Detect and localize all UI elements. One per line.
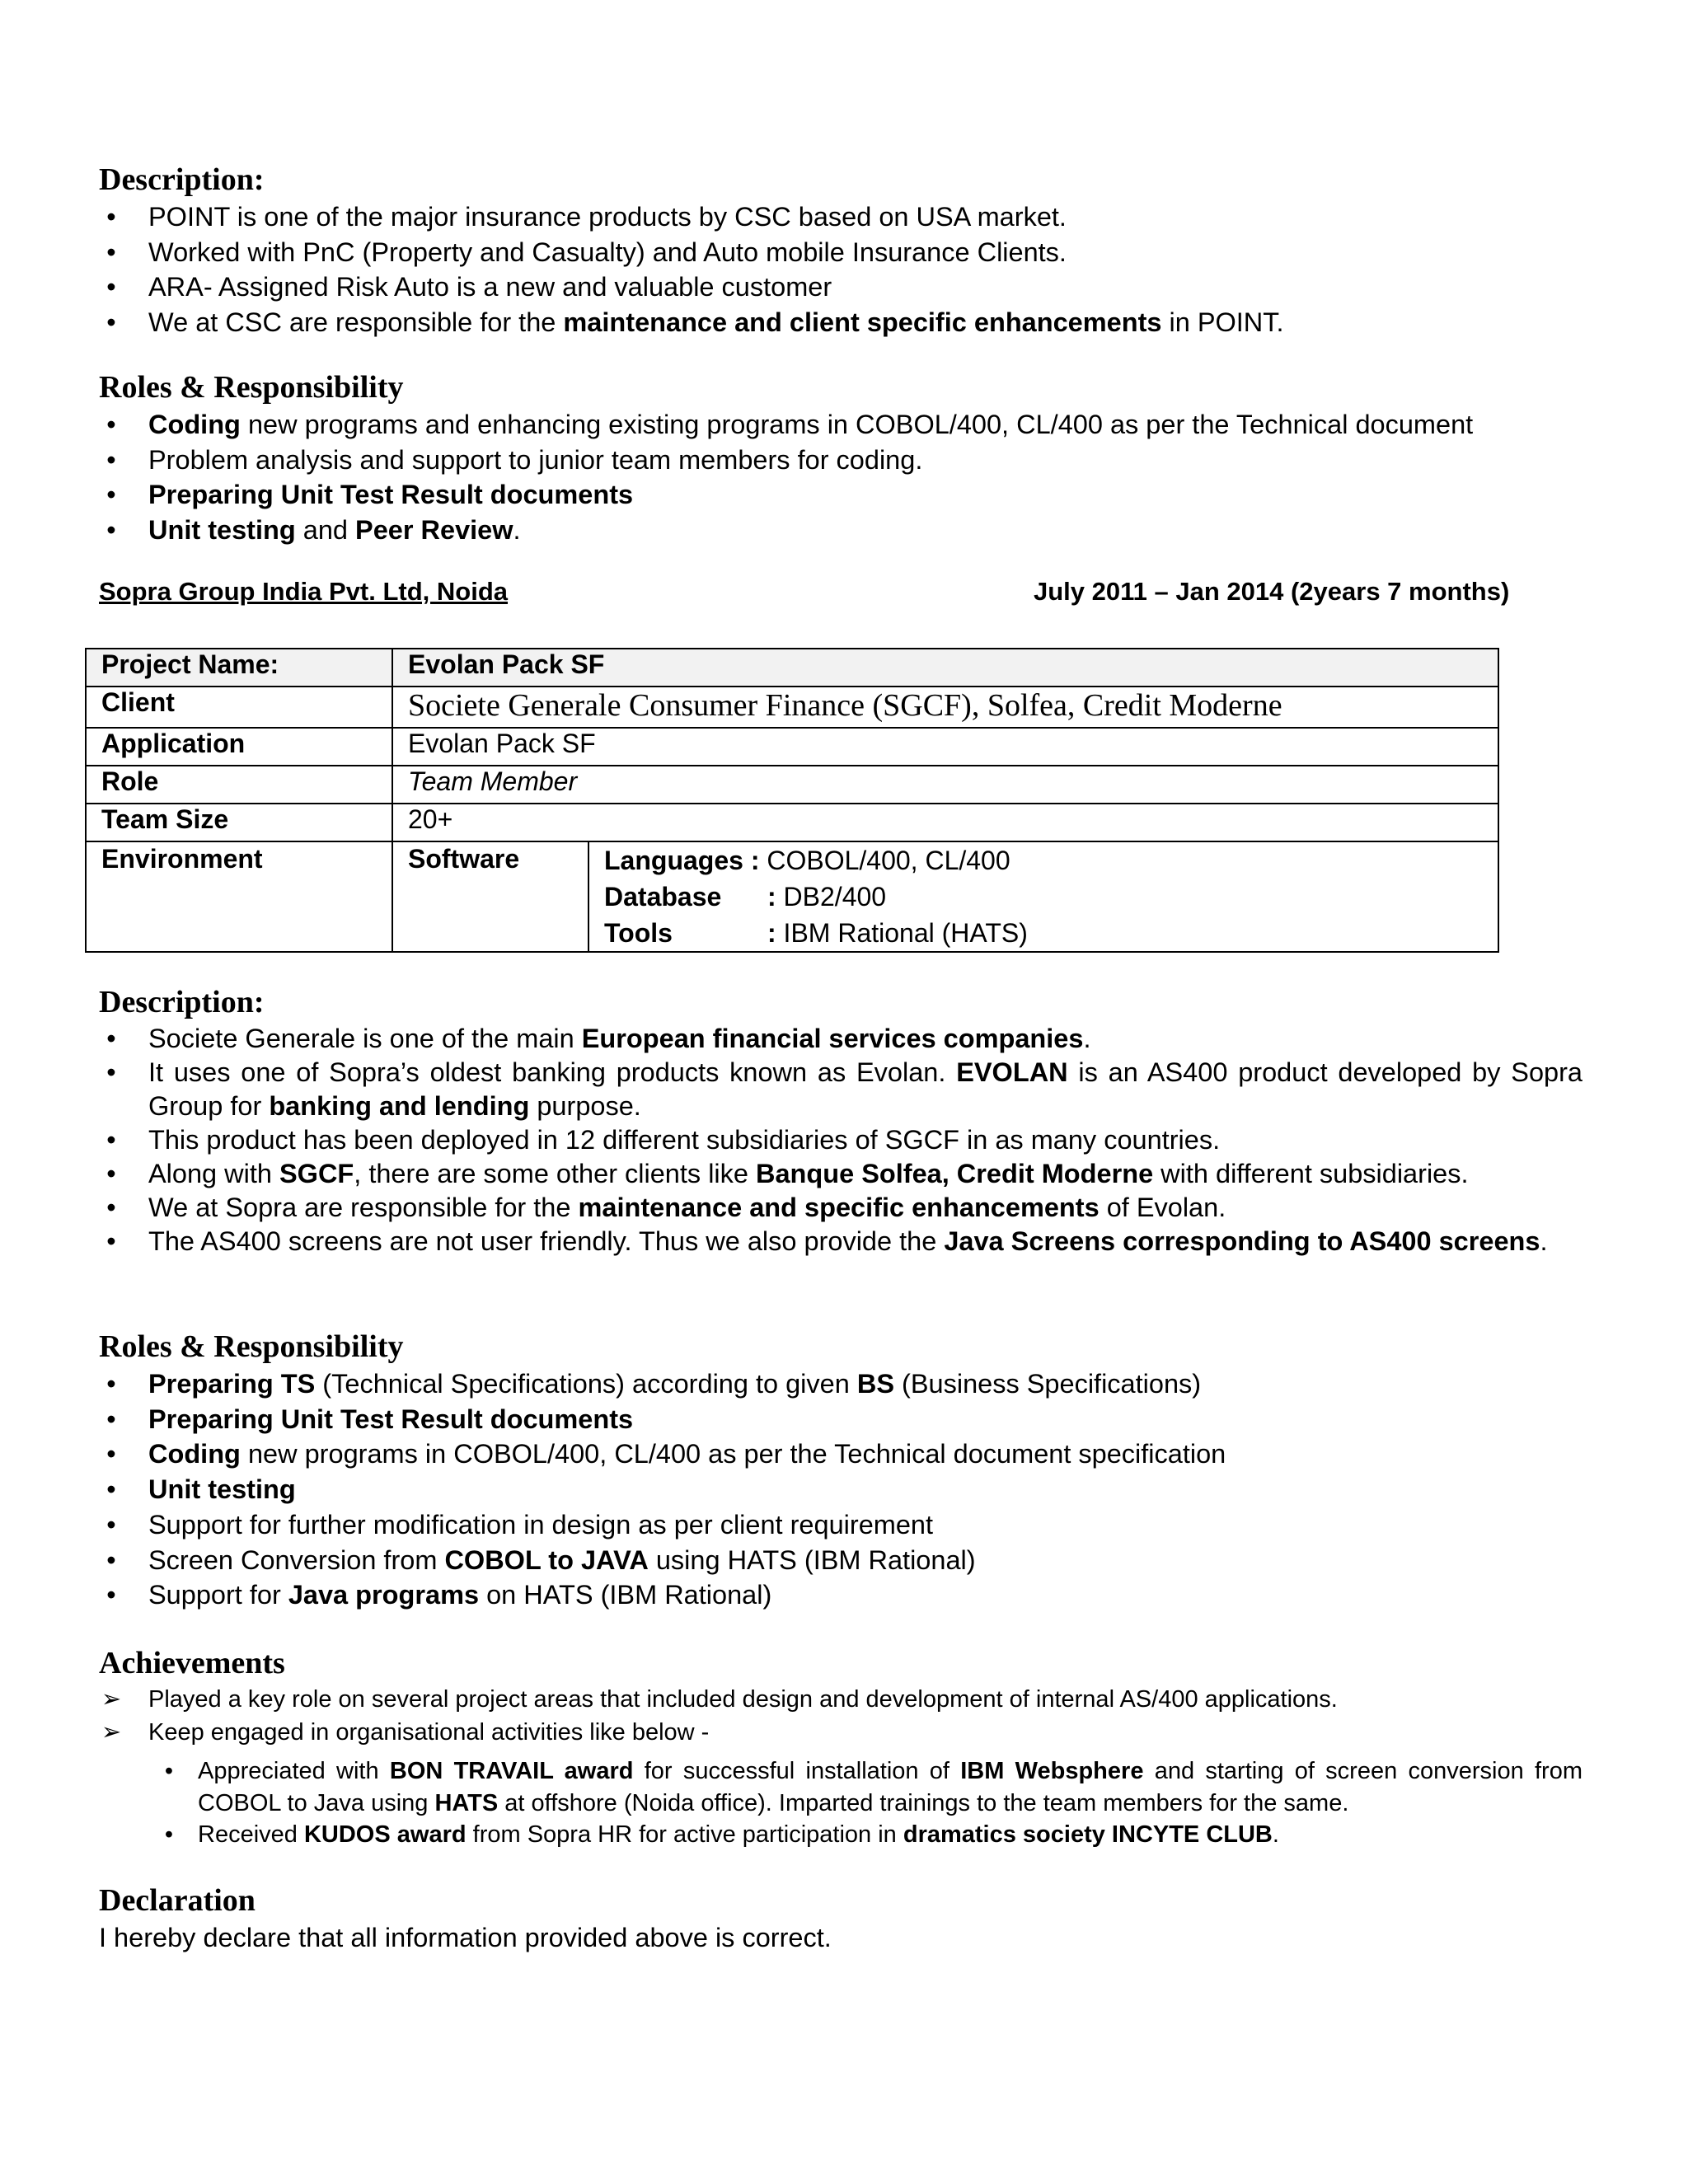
list-item-text: [148, 1157, 1582, 1191]
text-segment: Societe Generale is one of the main: [148, 1024, 582, 1053]
list-item: [99, 1123, 1582, 1157]
table-row: [86, 687, 1498, 728]
list-item-text: [148, 1507, 1582, 1543]
bold-text: Coding: [148, 1439, 241, 1469]
bold-text: Banque Solfea, Credit Moderne: [756, 1159, 1154, 1188]
bold-text: Preparing Unit Test Result documents: [148, 480, 634, 510]
list-item: [99, 1022, 1582, 1056]
tools-line: [604, 915, 1483, 951]
bold-text: maintenance and client specific enhancements: [563, 307, 1162, 338]
bold-text: KUDOS award: [303, 1821, 467, 1848]
text-segment: .: [1540, 1226, 1548, 1256]
list-item: [99, 1472, 1582, 1507]
table-row: [86, 841, 1498, 952]
list-item: [99, 1683, 1582, 1716]
list-item: [99, 1543, 1582, 1578]
text-segment: and: [295, 515, 356, 546]
bold-text: BON TRAVAIL award: [389, 1758, 634, 1784]
text-segment: in POINT.: [1161, 307, 1284, 338]
list-item-text: [148, 1436, 1582, 1472]
list-item-text: [148, 1123, 1582, 1157]
list-item: [99, 1157, 1582, 1191]
bullet-icon: •: [106, 515, 116, 546]
text-segment: , there are some other clients like: [354, 1159, 756, 1188]
bold-text: Java Screens corresponding to AS400 screens: [944, 1226, 1540, 1256]
list-item: [99, 1056, 1582, 1123]
description-list-2: [99, 1022, 1582, 1258]
project-name-value: Evolan Pack SF: [392, 649, 1498, 687]
text-segment: Received: [198, 1821, 304, 1848]
declaration-text: I hereby declare that all information provided above is correct.: [99, 1923, 832, 1952]
bullet-icon: •: [106, 1057, 116, 1087]
bold-text: BS: [856, 1369, 894, 1399]
arrow-bullet-icon: ➢: [101, 1719, 122, 1746]
achievements-list: [99, 1683, 1582, 1749]
bold-text: Preparing Unit Test Result documents: [148, 1404, 634, 1434]
bold-text: maintenance and specific enhancements: [578, 1193, 1100, 1222]
description-list-1: [99, 199, 1582, 340]
text-segment: This product has been deployed in 12 different subsidiaries of SGCF in as many countries.: [148, 1125, 1221, 1155]
text-segment: The AS400 screens are not user friendly. Thus we also provide the: [148, 1226, 945, 1256]
languages-key: Languages: [604, 846, 743, 875]
bullet-icon: •: [106, 410, 116, 439]
bullet-icon: •: [106, 444, 116, 475]
tools-key: Tools: [604, 918, 673, 948]
bold-text: Java programs: [288, 1580, 480, 1610]
list-item: [99, 1577, 1582, 1613]
text-segment: new programs in COBOL/400, CL/400 as per the Technical document specification: [240, 1439, 1226, 1469]
text-segment: Played a key role on several project areas that included design and development of internal AS/400 applications.: [148, 1686, 1338, 1713]
bullet-icon: •: [106, 1159, 116, 1188]
list-item: [99, 1436, 1582, 1472]
text-segment: Screen Conversion from: [148, 1544, 445, 1575]
text-segment: .: [513, 515, 521, 546]
table-row: [86, 804, 1498, 841]
bold-text: dramatics society INCYTE CLUB: [903, 1821, 1273, 1848]
company-name: Sopra Group India Pvt. Ltd, Noida: [99, 577, 509, 606]
bullet-icon: •: [106, 1125, 116, 1155]
roles-list-2: [99, 1366, 1582, 1613]
list-item-text: [148, 1577, 1582, 1613]
list-item-text: [148, 1225, 1582, 1258]
text-segment: new programs and enhancing existing programs in COBOL/400, CL/400 as per the Technical document: [240, 410, 1474, 439]
list-item-text: [148, 1716, 1582, 1749]
bold-text: IBM Websphere: [960, 1758, 1144, 1784]
text-segment: Problem analysis and support to junior team members for coding.: [148, 444, 923, 475]
bullet-icon: •: [106, 1544, 116, 1575]
text-segment: (Business Specifications): [894, 1369, 1202, 1399]
bullet-icon: •: [106, 1474, 116, 1505]
text-segment: .: [1083, 1024, 1091, 1053]
bold-text: Peer Review: [355, 515, 513, 546]
list-item: [99, 443, 1582, 478]
languages-colon: :: [750, 846, 760, 875]
list-item-text: [148, 269, 1582, 305]
arrow-bullet-icon: ➢: [101, 1686, 122, 1713]
table-row: [86, 728, 1498, 766]
achievements-sub-list: [164, 1755, 1582, 1851]
project-name-label: Project Name:: [86, 649, 392, 687]
list-item-text: [148, 1402, 1582, 1437]
bullet-icon: •: [106, 480, 116, 510]
team-size-value: 20+: [392, 804, 1498, 841]
list-item-text: [148, 1191, 1582, 1225]
list-item-text: [148, 305, 1582, 340]
text-segment: (Technical Specifications) according to given: [315, 1369, 857, 1399]
text-segment: ARA- Assigned Risk Auto is a new and valuable customer: [148, 272, 832, 302]
role-value: Team Member: [392, 766, 1498, 804]
bullet-icon: •: [106, 1024, 116, 1053]
text-segment: Support for: [148, 1580, 288, 1610]
bullet-icon: •: [106, 1193, 116, 1222]
bullet-icon: •: [106, 1226, 116, 1256]
list-item: [99, 1191, 1582, 1225]
bullet-icon: •: [164, 1821, 174, 1848]
list-item: [99, 1507, 1582, 1543]
bullet-icon: •: [106, 272, 116, 302]
role-label: Role: [86, 766, 392, 804]
environment-details: [588, 841, 1498, 952]
list-item-text: [148, 443, 1582, 478]
text-segment: POINT is one of the major insurance products by CSC based on USA market.: [148, 202, 1067, 232]
list-item: [99, 305, 1582, 340]
bold-text: European financial services companies: [581, 1024, 1084, 1053]
list-item: [164, 1755, 1582, 1819]
roles-list-1: [99, 407, 1582, 548]
bold-text: Unit testing: [148, 1474, 296, 1505]
list-item-text: [148, 1366, 1582, 1402]
database-line: [604, 879, 1483, 915]
text-segment: from Sopra HR for active participation in: [466, 1821, 903, 1848]
text-segment: Along with: [148, 1159, 279, 1188]
client-value: Societe Generale Consumer Finance (SGCF), Solfea, Credit Moderne: [392, 687, 1498, 728]
bold-text: COBOL to JAVA: [444, 1544, 649, 1575]
bullet-icon: •: [106, 1369, 116, 1399]
database-value: DB2/400: [783, 882, 887, 912]
client-label: Client: [86, 687, 392, 728]
text-segment: We at CSC are responsible for the: [148, 307, 564, 338]
table-row: [86, 766, 1498, 804]
list-item: [99, 1366, 1582, 1402]
bullet-icon: •: [106, 202, 116, 232]
text-segment: We at Sopra are responsible for the: [148, 1193, 579, 1222]
bullet-icon: •: [106, 1404, 116, 1434]
text-segment: at offshore (Noida office). Imparted trainings to the team members for the same.: [498, 1789, 1349, 1816]
text-segment: of Evolan.: [1099, 1193, 1226, 1222]
text-segment: and starting of screen conversion from COBOL to Java using: [198, 1758, 1582, 1816]
application-label: Application: [86, 728, 392, 766]
roles-heading-2: Roles & Responsibility: [99, 1329, 404, 1364]
bullet-icon: •: [106, 307, 116, 338]
list-item-text: [148, 1472, 1582, 1507]
list-item: [99, 199, 1582, 235]
employment-dates: July 2011 – Jan 2014 (2years 7 months): [1034, 577, 1510, 606]
list-item-text: [148, 477, 1582, 513]
list-item-text: [198, 1755, 1582, 1819]
list-item: [99, 1716, 1582, 1749]
project-table: [85, 648, 1499, 953]
text-segment: Keep engaged in organisational activities like below -: [148, 1719, 710, 1746]
list-item-text: [148, 1056, 1582, 1123]
text-segment: Appreciated with: [198, 1758, 390, 1784]
list-item: [99, 1402, 1582, 1437]
list-item-text: [148, 1543, 1582, 1578]
text-segment: on HATS (IBM Rational): [479, 1580, 772, 1610]
table-row: [86, 649, 1498, 687]
environment-label: Environment: [86, 841, 392, 952]
database-colon: :: [767, 882, 776, 912]
list-item: [99, 1225, 1582, 1258]
bold-text: Unit testing: [148, 515, 296, 546]
software-label: Software: [392, 841, 588, 952]
list-item-text: [148, 1022, 1582, 1056]
text-segment: with different subsidiaries.: [1153, 1159, 1469, 1188]
list-item-text: [148, 235, 1582, 270]
text-segment: It uses one of Sopra’s oldest banking products known as Evolan.: [148, 1057, 957, 1087]
team-size-label: Team Size: [86, 804, 392, 841]
languages-value: COBOL/400, CL/400: [767, 846, 1010, 875]
list-item: [99, 477, 1582, 513]
text-segment: purpose.: [529, 1091, 641, 1121]
text-segment: is an AS400 product developed by Sopra Group for: [148, 1057, 1582, 1121]
bold-text: Coding: [148, 410, 241, 439]
list-item-text: [148, 407, 1582, 443]
text-segment: for successful installation of: [633, 1758, 961, 1784]
list-item: [164, 1819, 1582, 1851]
languages-line: [604, 842, 1483, 879]
tools-colon: :: [767, 918, 776, 948]
declaration-heading: Declaration: [99, 1883, 256, 1918]
bullet-icon: •: [106, 1439, 116, 1469]
text-segment: Worked with PnC (Property and Casualty) and Auto mobile Insurance Clients.: [148, 237, 1067, 267]
text-segment: using HATS (IBM Rational): [648, 1544, 976, 1575]
bullet-icon: •: [164, 1758, 174, 1784]
list-item: [99, 513, 1582, 548]
tools-value: IBM Rational (HATS): [783, 918, 1028, 948]
database-key: Database: [604, 882, 722, 912]
bold-text: banking and lending: [269, 1091, 530, 1121]
list-item: [99, 269, 1582, 305]
bold-text: Preparing TS: [148, 1369, 316, 1399]
bullet-icon: •: [106, 1509, 116, 1540]
text-segment: .: [1272, 1821, 1279, 1848]
achievements-heading: Achievements: [99, 1646, 285, 1680]
bullet-icon: •: [106, 237, 116, 267]
list-item-text: [148, 199, 1582, 235]
list-item: [99, 235, 1582, 270]
bold-text: HATS: [434, 1789, 499, 1816]
list-item-text: [198, 1819, 1582, 1851]
bullet-icon: •: [106, 1580, 116, 1610]
list-item-text: [148, 1683, 1582, 1716]
description-heading-1: Description:: [99, 162, 265, 197]
roles-heading-1: Roles & Responsibility: [99, 370, 404, 405]
list-item-text: [148, 513, 1582, 548]
text-segment: Support for further modification in design as per client requirement: [148, 1509, 934, 1540]
bold-text: EVOLAN: [956, 1057, 1068, 1087]
bold-text: SGCF: [279, 1159, 354, 1188]
application-value: Evolan Pack SF: [392, 728, 1498, 766]
description-heading-2: Description:: [99, 985, 265, 1019]
list-item: [99, 407, 1582, 443]
